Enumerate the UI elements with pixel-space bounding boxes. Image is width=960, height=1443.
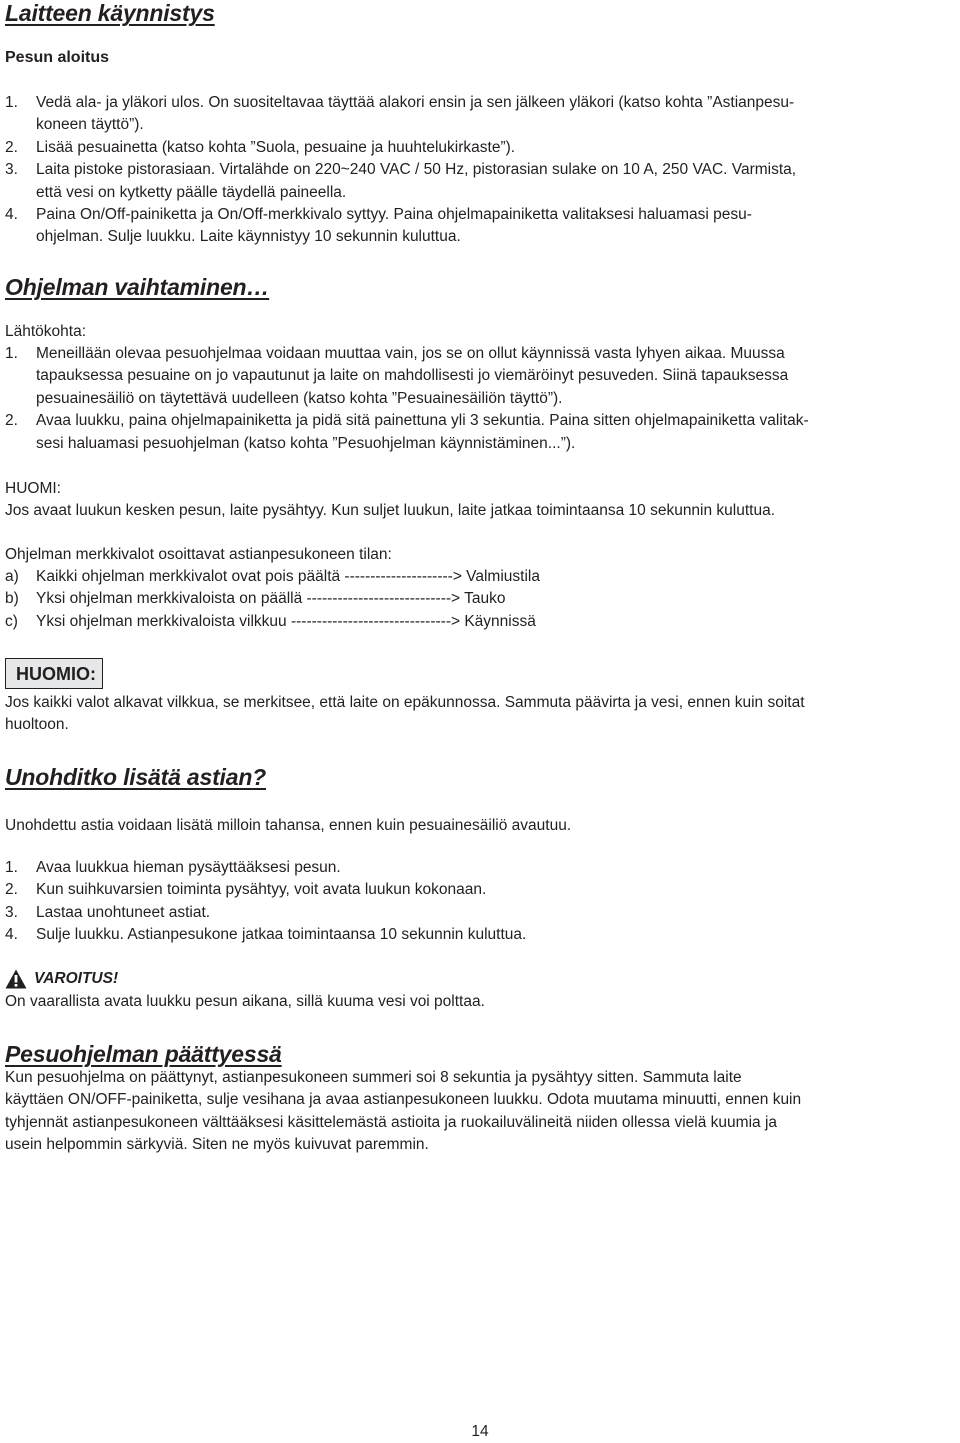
caution-box: HUOMIO: bbox=[5, 658, 103, 689]
note-text: Jos avaat luukun kesken pesun, laite pysähtyy. Kun suljet luukun, laite jatkaa toimintaansa 10 sekunnin kuluttua. bbox=[5, 502, 776, 519]
warning-text: On vaarallista avata luukku pesun aikana, sillä kuuma vesi voi polttaa. bbox=[5, 993, 485, 1010]
forgot-step bbox=[5, 924, 955, 946]
step-text: Lisää pesuainetta (katso kohta ”Suola, pesuaine ja huuhtelukirkaste”). bbox=[36, 138, 516, 156]
start-heading: Laitteen käynnistys bbox=[5, 0, 215, 26]
change-step bbox=[5, 410, 955, 455]
forgot-step bbox=[5, 857, 955, 879]
note-label: HUOMI: bbox=[5, 480, 61, 497]
step-text: Paina On/Off-painiketta ja On/Off-merkkivalo syttyy. Paina ohjelmapainiketta valitaksesi haluamasi pesu- bbox=[36, 206, 752, 224]
warning-label: VAROITUS! bbox=[34, 970, 119, 987]
step-text: Lastaa unohtuneet astiat. bbox=[36, 903, 211, 921]
step-number: 4. bbox=[5, 206, 18, 224]
indicator-text: Kaikki ohjelman merkkivalot ovat pois päältä ---------------------> Valmiustila bbox=[36, 568, 540, 585]
step-number: 2. bbox=[5, 138, 18, 156]
step-text: Kun suihkuvarsien toiminta pysähtyy, voit avata luukun kokonaan. bbox=[36, 881, 487, 899]
end-line: usein helpommin särkyviä. Siten ne myös kuivuvat paremmin. bbox=[5, 1136, 429, 1154]
indicator-intro: Ohjelman merkkivalot osoittavat astianpesukoneen tilan: bbox=[5, 546, 392, 563]
step-text: Avaa luukkua hieman pysäyttääksesi pesun. bbox=[36, 859, 341, 876]
caution-line: huoltoon. bbox=[5, 716, 69, 734]
indicator-list bbox=[5, 566, 955, 633]
step-number: 2. bbox=[5, 412, 18, 430]
forgot-step bbox=[5, 902, 955, 924]
start-subheading: Pesun aloitus bbox=[5, 49, 110, 66]
start-step bbox=[5, 137, 955, 159]
start-step bbox=[5, 92, 955, 137]
end-text bbox=[5, 1067, 955, 1157]
change-steps bbox=[5, 343, 955, 455]
start-step bbox=[5, 204, 955, 249]
end-heading: Pesuohjelman päättyessä bbox=[5, 1041, 282, 1067]
change-heading: Ohjelman vaihtaminen… bbox=[5, 274, 270, 300]
step-number: 3. bbox=[5, 903, 18, 921]
step-text: Vedä ala- ja yläkori ulos. On suositeltavaa täyttää alakori ensin ja sen jälkeen yläkori (katso kohta ”Astianpesu- bbox=[36, 94, 795, 111]
indicator-letter: c) bbox=[5, 612, 18, 630]
step-text: Sulje luukku. Astianpesukone jatkaa toimintaansa 10 sekunnin kuluttua. bbox=[36, 926, 527, 944]
step-number: 1. bbox=[5, 859, 18, 876]
step-text: Avaa luukku, paina ohjelmapainiketta ja pidä sitä painettuna yli 3 sekuntia. Paina sitten ohjelmapainiketta valitak- bbox=[36, 412, 809, 430]
indicator-letter: b) bbox=[5, 590, 19, 608]
caution-text bbox=[5, 692, 955, 737]
step-text: Meneillään olevaa pesuohjelmaa voidaan muuttaa vain, jos se on ollut käynnissä vasta lyhyen aikaa. Muussa bbox=[36, 345, 785, 362]
step-number: 1. bbox=[5, 94, 18, 111]
indicator-item bbox=[5, 611, 955, 633]
forgot-heading: Unohditko lisätä astian? bbox=[5, 764, 267, 790]
forgot-step bbox=[5, 879, 955, 901]
step-text: tapauksessa pesuaine on jo vapautunut ja laite on mahdollisesti jo viemäröinyt pesuveden. Siinä tapauksessa bbox=[36, 367, 789, 385]
step-number: 2. bbox=[5, 881, 18, 899]
warning-triangle-icon bbox=[5, 969, 27, 989]
step-text: sesi haluamasi pesuohjelman (katso kohta ”Pesuohjelman käynnistäminen...”). bbox=[36, 434, 576, 452]
step-number: 4. bbox=[5, 926, 18, 944]
indicator-text: Yksi ohjelman merkkivaloista on päällä ----------------------------> Tauko bbox=[36, 590, 506, 608]
end-line: tyhjennät astianpesukoneen välttääksesi käsittelemästä astioita ja ruokailuvälineitä niiden ollessa vielä kuumia ja bbox=[5, 1113, 778, 1131]
step-text: että vesi on kytketty päälle täydellä paineella. bbox=[36, 183, 347, 201]
step-text: ohjelman. Sulje luukku. Laite käynnistyy 10 sekunnin kuluttua. bbox=[36, 228, 461, 246]
indicator-item bbox=[5, 588, 955, 610]
end-line: Kun pesuohjelma on päättynyt, astianpesukoneen summeri soi 8 sekuntia ja pysähtyy sitten. Sammuta laite bbox=[5, 1069, 742, 1086]
step-number: 1. bbox=[5, 345, 18, 362]
page-number: 14 bbox=[471, 1423, 489, 1440]
step-text: koneen täyttö”). bbox=[36, 116, 144, 134]
forgot-steps bbox=[5, 857, 955, 947]
forgot-intro: Unohdettu astia voidaan lisätä milloin tahansa, ennen kuin pesuainesäiliö avautuu. bbox=[5, 817, 572, 834]
start-steps bbox=[5, 92, 955, 249]
step-text: Laita pistoke pistorasiaan. Virtalähde on 220~240 VAC / 50 Hz, pistorasian sulake on 10 A, 250 VAC. Varmista, bbox=[36, 161, 797, 179]
warning-header bbox=[5, 967, 118, 991]
step-text: pesuainesäiliö on täytettävä uudelleen (katso kohta ”Pesuainesäiliön täyttö”). bbox=[36, 389, 563, 407]
step-number: 3. bbox=[5, 161, 18, 179]
caution-line: Jos kaikki valot alkavat vilkkua, se merkitsee, että laite on epäkunnossa. Sammuta päävirta ja vesi, ennen kuin soitat bbox=[5, 694, 805, 711]
end-line: käyttäen ON/OFF-painiketta, sulje vesihana ja avaa astianpesukoneen luukku. Odota muutama minuutti, ennen kuin bbox=[5, 1091, 802, 1109]
indicator-letter: a) bbox=[5, 568, 19, 585]
change-intro: Lähtökohta: bbox=[5, 323, 87, 340]
indicator-text: Yksi ohjelman merkkivaloista vilkkuu -------------------------------> Käynnissä bbox=[36, 612, 536, 630]
indicator-item bbox=[5, 566, 955, 588]
change-step bbox=[5, 343, 955, 410]
start-step bbox=[5, 159, 955, 204]
